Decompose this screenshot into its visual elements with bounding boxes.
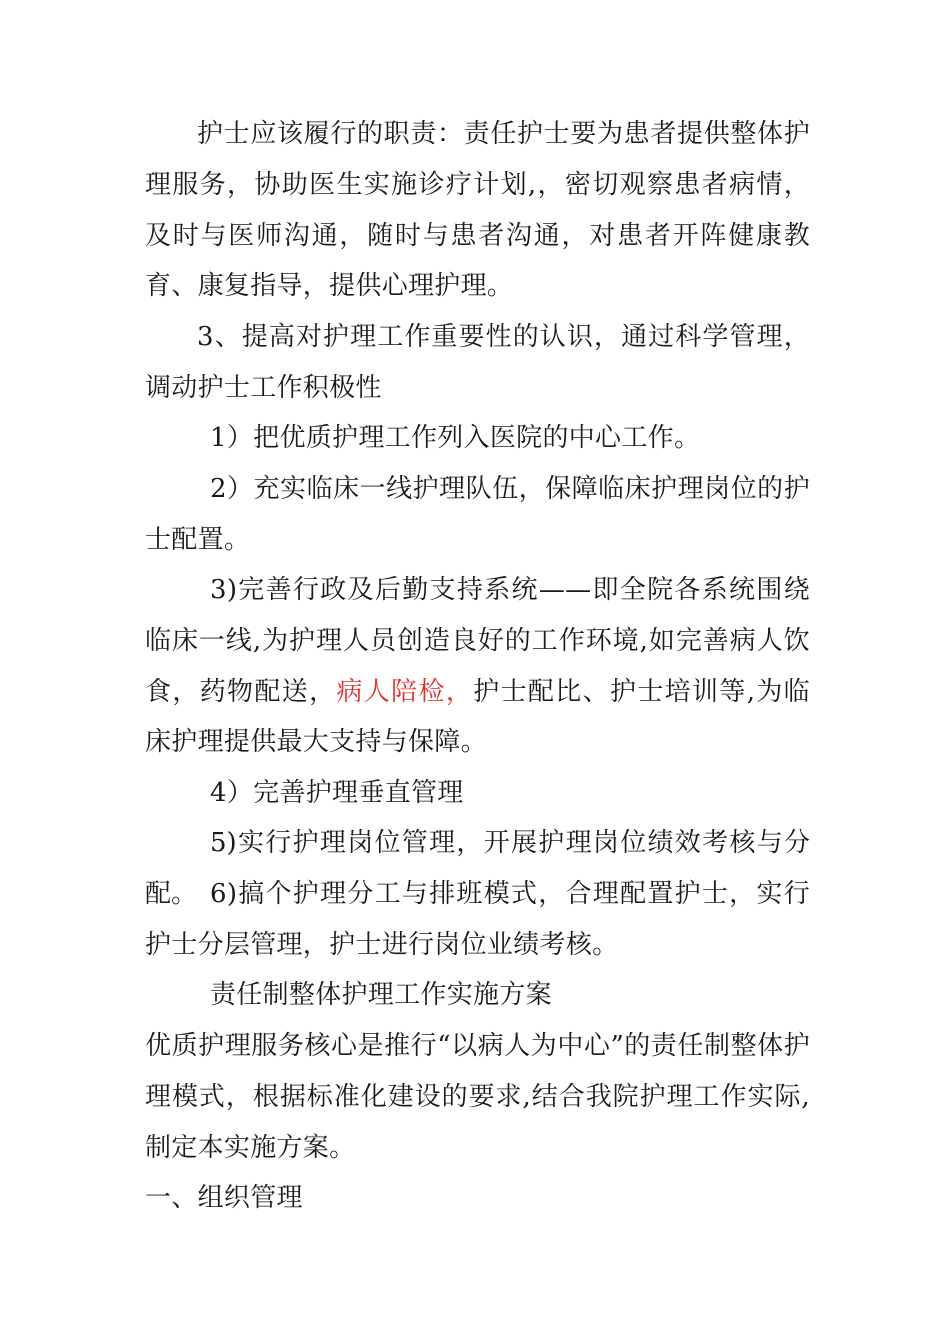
paragraph-section-3: 3、提高对护理工作重要性的认识，通过科学管理，调动护士工作积极性	[145, 322, 810, 403]
paragraph-core-service: 优质护理服务核心是推行“以病人为中心”的责任制整体护理模式，根据标准化建设的要求,结合我院护理工作实际,制定本实施方案。	[145, 1031, 810, 1163]
highlighted-text: 病人陪检，	[336, 676, 474, 707]
item-3-text-before: 3)完善行政及后勤支持系统——即全院各系统围绕临床一线,为护理人员创造良好的工作环境,如完善病人饮食，药物配送，	[145, 575, 810, 707]
paragraph-item-5: 5)实行护理岗位管理，开展护理岗位绩效考核与分配。	[145, 828, 810, 909]
paragraph-item-3	[145, 565, 810, 768]
paragraph-item-1: 1）把优质护理工作列入医院的中心工作。	[210, 423, 701, 453]
paragraph-item-4: 4）完善护理垂直管理	[210, 778, 464, 808]
heading-organization: 一、组织管理	[145, 1183, 303, 1213]
paragraph-item-2: 2）充实临床一线护理队伍，保障临床护理岗位的护士配置。	[145, 474, 810, 555]
paragraph-item-6: 6)搞个护理分工与排班模式，合理配置护士，实行护士分层管理，护士进行岗位业绩考核。	[145, 879, 810, 960]
paragraph-nurse-duties: 护士应该履行的职责：责任护士要为患者提供整体护理服务，协助医生实施诊疗计划,，密切观察患者病情，及时与医师沟通，随时与患者沟通，对患者开阵健康教育、康复指导，提供心理护理。	[145, 119, 810, 302]
item-3-text-after: 护士配比、护士培训等,为临床护理提供最大支持与保障。	[145, 676, 810, 758]
section-heading: 责任制整体护理工作实施方案	[210, 980, 552, 1010]
